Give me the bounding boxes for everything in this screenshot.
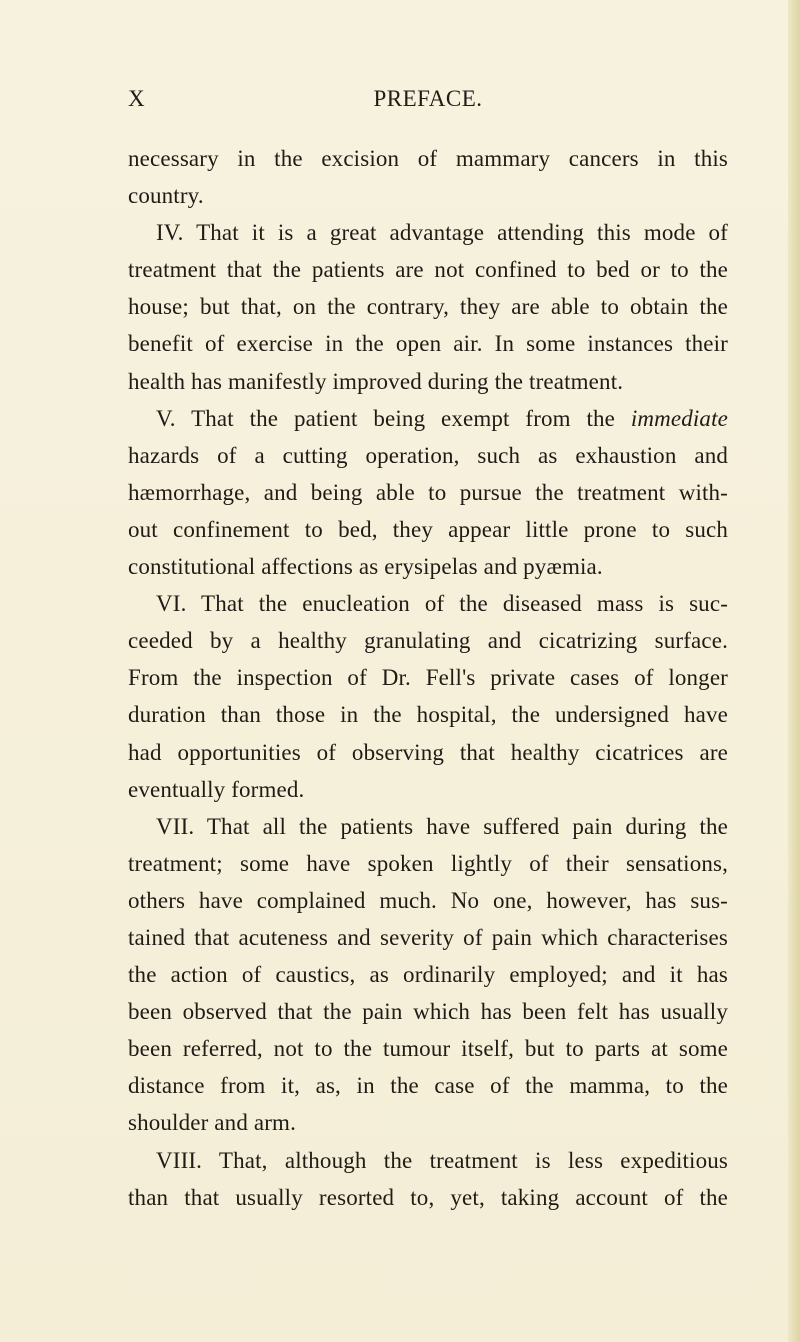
text-line: treatment that the patients are not confined to bed or to the (128, 257, 728, 283)
text-line: VIII. That, although the treatment is less expeditious (156, 1147, 728, 1173)
text-line: benefit of exercise in the open air. In some instances their (128, 331, 728, 357)
text-line: shoulder and arm. (128, 1110, 296, 1136)
text-line: duration than those in the hospital, the undersigned have (128, 702, 728, 728)
text-line: hazards of a cutting operation, such as exhaustion and (128, 442, 728, 468)
text-span: V. That the patient being exempt from the (156, 405, 631, 431)
text-line: eventually formed. (128, 776, 305, 802)
body-text (128, 140, 728, 1216)
text-line: VI. That the enucleation of the diseased mass is suc- (156, 591, 728, 617)
text-line: health has manifestly improved during the treatment. (128, 368, 624, 394)
page-number: X (128, 86, 146, 111)
text-line: out confinement to bed, they appear little prone to such (128, 516, 728, 542)
italic-text: immediate (630, 405, 728, 431)
text-line: been observed that the pain which has been felt has usually (128, 999, 728, 1025)
text-line: had opportunities of observing that healthy cicatrices are (128, 739, 728, 765)
text-line: been referred, not to the tumour itself, but to parts at some (128, 1036, 728, 1062)
text-line: ceeded by a healthy granulating and cicatrizing surface. (128, 628, 728, 654)
text-line: than that usually resorted to, yet, taking account of the (128, 1184, 728, 1210)
text-line: IV. That it is a great advantage attending this mode of (156, 220, 728, 246)
text-line: country. (128, 183, 204, 209)
text-line: From the inspection of Dr. Fell's private cases of longer (128, 665, 728, 691)
text-line: house; but that, on the contrary, they are able to obtain the (128, 294, 728, 320)
running-title: PREFACE. (373, 86, 483, 111)
text-line: VII. That all the patients have suffered pain during the (156, 813, 728, 839)
text-line: others have complained much. No one, however, has sus- (128, 887, 728, 913)
text-line: distance from it, as, in the case of the mamma, to the (128, 1073, 728, 1099)
text-line (128, 400, 728, 437)
text-line: constitutional affections as erysipelas and pyæmia. (128, 554, 603, 580)
text-line: the action of caustics, as ordinarily employed; and it has (128, 962, 728, 988)
text-line: necessary in the excision of mammary cancers in this (128, 146, 728, 171)
text-line: hæmorrhage, and being able to pursue the treatment with- (128, 479, 728, 505)
page-edge (788, 0, 800, 1342)
text-line: tained that acuteness and severity of pain which characterises (128, 924, 728, 950)
text-line: treatment; some have spoken lightly of their sensations, (128, 850, 728, 876)
page-header (128, 86, 728, 116)
